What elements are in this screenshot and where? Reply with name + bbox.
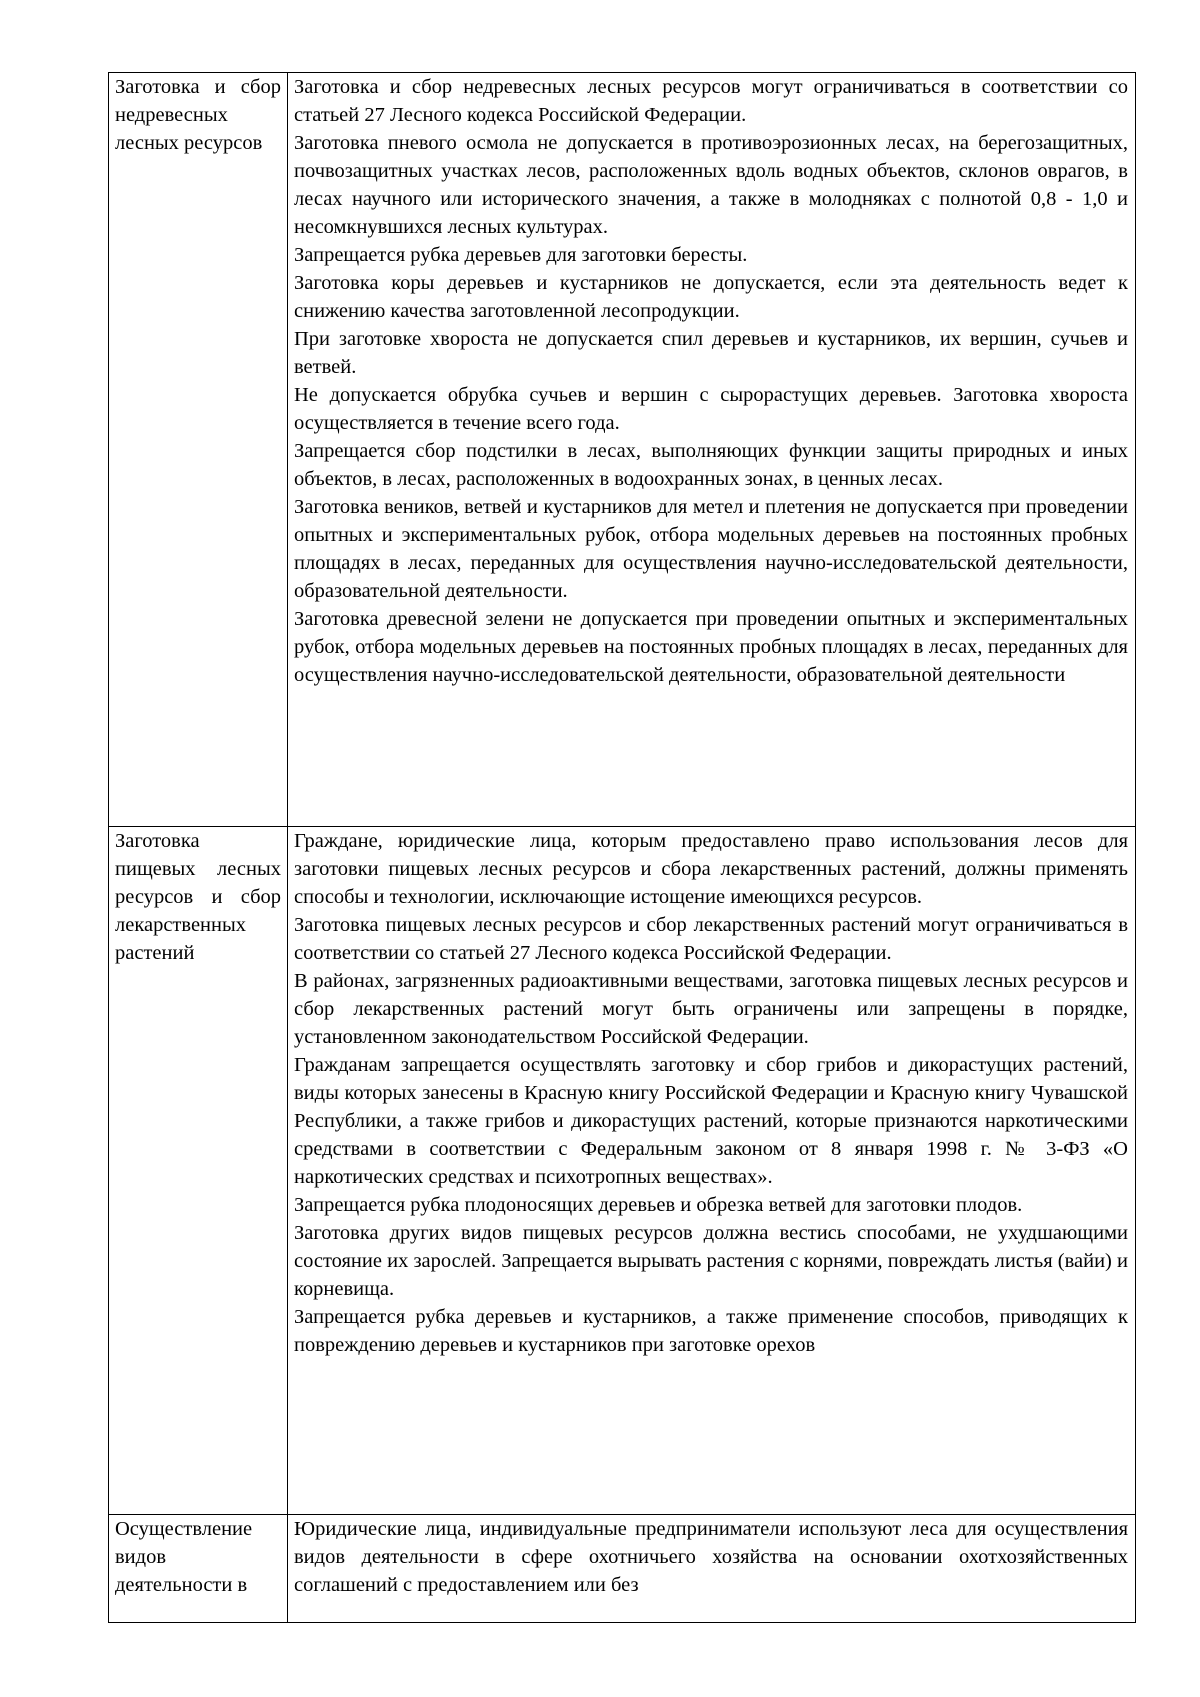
row-label: Заготовка пищевых лесных ресурсов и сбор лекарственных растений [115,830,281,964]
row-content-cell [288,1515,1136,1623]
paragraph: При заготовке хвороста не допускается спил деревьев и кустарников, их вершин, сучьев и ветвей. [294,328,1128,378]
paragraph: Запрещается сбор подстилки в лесах, выполняющих функции защиты природных и иных объектов, в лесах, расположенных в водоохранных зонах, в ценных лесах. [294,440,1128,490]
paragraph: Заготовка древесной зелени не допускается при проведении опытных и экспериментальных рубок, отбора модельных деревьев на постоянных пробных площадях в лесах, переданных для осуществления научно-исследовательской деятельности, образовательной деятельности [294,608,1128,686]
table-row [109,73,1136,827]
paragraph: Запрещается рубка деревьев для заготовки бересты. [294,244,748,266]
paragraph: Запрещается рубка деревьев и кустарников, а также применение способов, приводящих к повреждению деревьев и кустарников при заготовке орехов [294,1306,1128,1356]
row-content-cell [288,73,1136,827]
paragraph: Юридические лица, индивидуальные предприниматели используют леса для осуществления видов деятельности в сфере охотничьего хозяйства на основании охотхозяйственных соглашений с предоставлением или без [294,1518,1128,1596]
regulations-table [108,72,1136,1623]
row-label-cell [109,73,288,827]
row-label: Осуществление видов деятельности в [115,1518,253,1596]
paragraph: Заготовка пневого осмола не допускается в противоэрозионных лесах, на берегозащитных, почвозащитных участках лесов, расположенных вдоль водных объектов, склонов оврагов, в лесах научного или исторического значения, а также в молодняках с полнотой 0,8 - 1,0 и несомкнувшихся лесных культурах. [294,132,1128,238]
paragraph: Заготовка пищевых лесных ресурсов и сбор лекарственных растений могут ограничиваться в соответствии со статьей 27 Лесного кодекса Российской Федерации. [294,914,1128,964]
table-row [109,827,1136,1515]
table-row [109,1515,1136,1623]
row-label-cell [109,827,288,1515]
row-label-cell [109,1515,288,1623]
row-content-cell [288,827,1136,1515]
paragraph: Граждане, юридические лица, которым предоставлено право использования лесов для заготовки пищевых лесных ресурсов и сбора лекарственных растений, должны применять способы и технологии, исключающие истощение имеющихся ресурсов. [294,830,1128,908]
paragraph: Запрещается рубка плодоносящих деревьев и обрезка ветвей для заготовки плодов. [294,1194,1023,1216]
paragraph: Заготовка коры деревьев и кустарников не допускается, если эта деятельность ведет к снижению качества заготовленной лесопродукции. [294,272,1128,322]
paragraph: Гражданам запрещается осуществлять заготовку и сбор грибов и дикорастущих растений, виды которых занесены в Красную книгу Российской Федерации и Красную книгу Чувашской Республики, а также грибов и дикорастущих растений, которые признаются наркотическими средствами в соответствии с Федеральным законом от 8 января 1998 г. № 3-ФЗ «О наркотических средствах и психотропных веществах». [294,1054,1128,1188]
paragraph: Заготовка и сбор недревесных лесных ресурсов могут ограничиваться в соответствии со статьей 27 Лесного кодекса Российской Федерации. [294,76,1128,126]
paragraph: Заготовка веников, ветвей и кустарников для метел и плетения не допускается при проведении опытных и экспериментальных рубок, отбора модельных деревьев на постоянных пробных площадях в лесах, переданных для осуществления научно-исследовательской деятельности, образовательной деятельности. [294,496,1128,602]
paragraph: В районах, загрязненных радиоактивными веществами, заготовка пищевых лесных ресурсов и сбор лекарственных растений могут быть ограничены или запрещены в порядке, установленном законодательством Российской Федерации. [294,970,1128,1048]
row-label: Заготовка и сбор недревесных лесных ресурсов [115,76,281,154]
paragraph: Не допускается обрубка сучьев и вершин с сырорастущих деревьев. Заготовка хвороста осуществляется в течение всего года. [294,384,1128,434]
paragraph: Заготовка других видов пищевых ресурсов должна вестись способами, не ухудшающими состояние их зарослей. Запрещается вырывать растения с корнями, повреждать листья (вайи) и корневища. [294,1222,1128,1300]
